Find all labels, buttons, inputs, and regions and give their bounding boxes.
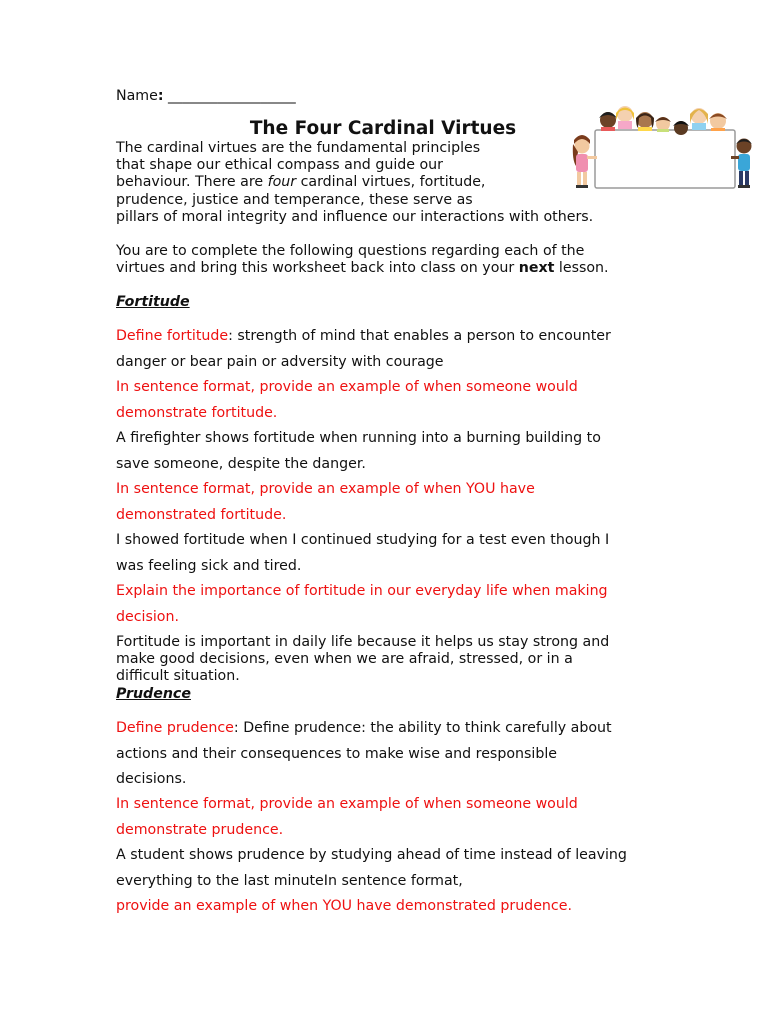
answer-line: Fortitude is important in daily life because it helps us stay strong and xyxy=(116,634,610,650)
fortitude-define-answer: : strength of mind that enables a person to encounter xyxy=(228,328,611,344)
question-line: demonstrate prudence. xyxy=(116,821,284,838)
name-blank: __________________ xyxy=(163,88,296,104)
page-title: The Four Cardinal Virtues xyxy=(249,118,517,139)
instructions-text: virtues and bring this worksheet back into class on your xyxy=(116,260,519,277)
intro-line: The cardinal virtues are the fundamental principles xyxy=(116,140,481,156)
answer-line: A student shows prudence by studying ahead of time instead of leaving xyxy=(116,847,627,863)
instructions-text: lesson. xyxy=(554,260,609,277)
name-colon: : xyxy=(157,88,164,104)
fortitude-question-importance xyxy=(116,579,676,630)
fortitude-question-you xyxy=(116,477,676,528)
instructions-line: You are to complete the following questions regarding each of the xyxy=(116,243,585,259)
intro-line: pillars of moral integrity and influence our interactions with others. xyxy=(116,208,594,225)
answer-line: A firefighter shows fortitude when running into a burning building to xyxy=(116,430,601,446)
question-line: In sentence format, provide an example of when YOU have xyxy=(116,481,535,497)
intro-text: behaviour. There are xyxy=(116,174,268,191)
answer-line: was feeling sick and tired. xyxy=(116,557,302,574)
fortitude-define-label: Define fortitude xyxy=(116,328,229,344)
answer-line: save someone, despite the danger. xyxy=(116,455,366,472)
instructions-line xyxy=(116,260,676,277)
definition-line: danger or bear pain or adversity with courage xyxy=(116,353,444,370)
fortitude-question-someone xyxy=(116,375,676,426)
question-line: demonstrate fortitude. xyxy=(116,404,278,421)
answer-line: difficult situation. xyxy=(116,668,240,684)
prudence-definition xyxy=(116,716,676,793)
question-line: decision. xyxy=(116,608,179,625)
answer-line: I showed fortitude when I continued studying for a test even though I xyxy=(116,532,610,548)
fortitude-answer-someone xyxy=(116,426,676,477)
question-line: provide an example of when YOU have demonstrated prudence. xyxy=(116,898,572,914)
prudence-question-someone xyxy=(116,792,676,843)
definition-line: decisions. xyxy=(116,771,187,787)
intro-line: prudence, justice and temperance, these serve as xyxy=(116,191,473,208)
question-line: Explain the importance of fortitude in our everyday life when making xyxy=(116,583,608,599)
intro-paragraph xyxy=(116,140,661,226)
prudence-define-label: Define prudence xyxy=(116,720,234,736)
intro-emphasis: four xyxy=(267,174,297,191)
name-line xyxy=(116,86,296,106)
instructions-paragraph xyxy=(116,243,676,277)
instructions-bold: next xyxy=(518,260,555,277)
question-line: demonstrated fortitude. xyxy=(116,506,287,523)
answer-line: everything to the last minuteIn sentence format, xyxy=(116,872,463,889)
definition-line: actions and their consequences to make wise and responsible xyxy=(116,745,558,762)
prudence-define-answer: : Define prudence: the ability to think carefully about xyxy=(233,720,612,736)
fortitude-definition xyxy=(116,324,676,375)
fortitude-answer-you xyxy=(116,528,676,579)
name-label: Name xyxy=(116,88,158,104)
prudence-answer-someone xyxy=(116,843,676,894)
fortitude-heading: Fortitude xyxy=(116,294,190,310)
prudence-question-you xyxy=(116,894,676,920)
question-line: In sentence format, provide an example of when someone would xyxy=(116,379,578,395)
question-line: In sentence format, provide an example of when someone would xyxy=(116,796,578,812)
intro-text: cardinal virtues, fortitude, xyxy=(296,174,486,191)
definition-line xyxy=(116,716,676,742)
answer-line: make good decisions, even when we are afraid, stressed, or in a xyxy=(116,651,573,667)
definition-line xyxy=(116,324,676,350)
intro-line xyxy=(116,174,661,191)
prudence-heading: Prudence xyxy=(116,686,191,702)
intro-line: that shape our ethical compass and guide our xyxy=(116,157,444,174)
fortitude-answer-importance xyxy=(116,634,676,685)
